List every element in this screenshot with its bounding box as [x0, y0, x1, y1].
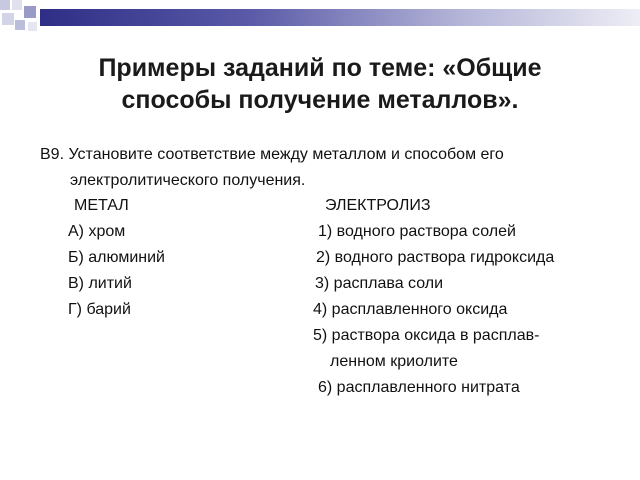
deco-square: [12, 0, 22, 10]
slide-title: [20, 52, 620, 116]
deco-square: [24, 6, 36, 18]
metal-option: Г) барий: [68, 301, 131, 318]
method-option: 6) расплавленного нитрата: [318, 379, 520, 396]
metal-option: А) хром: [68, 223, 126, 240]
header-decoration: [0, 0, 640, 40]
metal-column-header: МЕТАЛ: [74, 197, 129, 214]
title-line: способы получение металлов».: [121, 86, 519, 114]
deco-square: [15, 20, 25, 30]
deco-square: [0, 0, 10, 10]
header-gradient-bar: [40, 9, 640, 26]
method-option: 1) водного раствора солей: [318, 223, 516, 240]
electrolysis-column-header: ЭЛЕКТРОЛИЗ: [325, 197, 431, 214]
method-option: 2) водного раствора гидроксида: [316, 249, 555, 266]
title-line: Примеры заданий по теме: «Общие: [98, 54, 542, 82]
deco-square: [28, 22, 37, 31]
method-option: 3) расплава соли: [315, 275, 444, 292]
metal-option: В) литий: [68, 275, 132, 292]
deco-square: [2, 13, 14, 25]
metal-option: Б) алюминий: [68, 249, 165, 266]
question-text: B9. Установите соответствие между металлом и способом его: [40, 146, 504, 163]
question-text-continued: электролитического получения.: [70, 172, 306, 189]
method-option: 4) расплавленного оксида: [313, 301, 508, 318]
method-option: 5) раствора оксида в расплав-: [313, 327, 540, 344]
method-option-continued: ленном криолите: [330, 353, 458, 370]
